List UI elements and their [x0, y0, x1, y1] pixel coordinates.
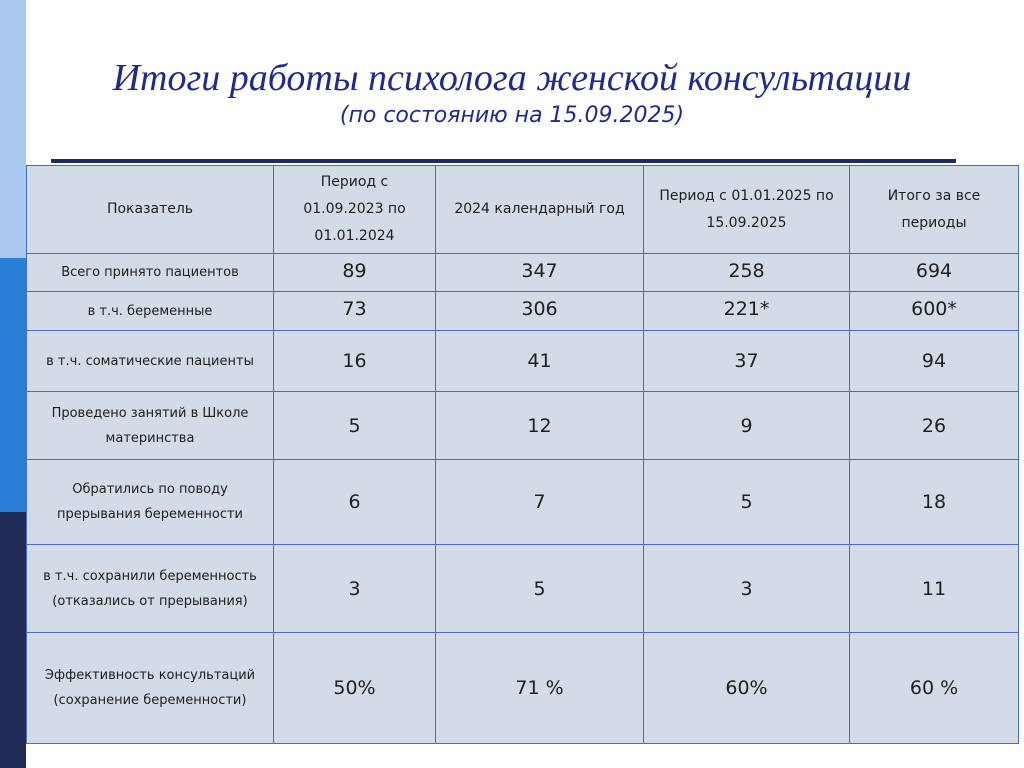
- table-row: [27, 392, 1019, 460]
- row-label: Проведено занятий в Школе материнства: [27, 392, 274, 460]
- column-header-total: Итого за все периоды: [850, 166, 1019, 254]
- title-divider: [51, 159, 956, 163]
- row-label: в т.ч. сохранили беременность (отказались от прерывания): [27, 545, 274, 633]
- table-cell: 12: [436, 392, 644, 460]
- table-cell: 5: [274, 392, 436, 460]
- table-cell: 60 %: [850, 633, 1019, 744]
- slide-subtitle: (по состоянию на 15.09.2025): [339, 103, 685, 128]
- table-cell: 694: [850, 254, 1019, 292]
- table-cell: 306: [436, 292, 644, 331]
- table-cell: 347: [436, 254, 644, 292]
- table-cell: 89: [274, 254, 436, 292]
- table-cell: 9: [644, 392, 850, 460]
- slide-title: Итоги работы психолога женской консультации: [112, 57, 912, 99]
- table-cell: 16: [274, 331, 436, 392]
- column-header-period-2023: Период с 01.09.2023 по 01.01.2024: [274, 166, 436, 254]
- results-table: [26, 165, 1019, 744]
- row-label: Обратились по поводу прерывания беременности: [27, 460, 274, 545]
- table-cell: 26: [850, 392, 1019, 460]
- table-cell: 7: [436, 460, 644, 545]
- table-cell: 3: [644, 545, 850, 633]
- table-cell: 600*: [850, 292, 1019, 331]
- table-cell: 71 %: [436, 633, 644, 744]
- table-cell: 258: [644, 254, 850, 292]
- table-cell: 3: [274, 545, 436, 633]
- table-cell: 73: [274, 292, 436, 331]
- row-label: Эффективность консультаций (сохранение беременности): [27, 633, 274, 744]
- table-row: [27, 633, 1019, 744]
- table-cell: 11: [850, 545, 1019, 633]
- table-cell: 18: [850, 460, 1019, 545]
- table-cell: 60%: [644, 633, 850, 744]
- table-row: [27, 254, 1019, 292]
- table-row: [27, 545, 1019, 633]
- column-header-year-2024: 2024 календарный год: [436, 166, 644, 254]
- decor-band-dark: [0, 512, 26, 768]
- table-header-row: [27, 166, 1019, 254]
- table-cell: 50%: [274, 633, 436, 744]
- table-cell: 5: [436, 545, 644, 633]
- row-label: Всего принято пациентов: [27, 254, 274, 292]
- table-row: [27, 460, 1019, 545]
- column-header-period-2025: Период с 01.01.2025 по 15.09.2025: [644, 166, 850, 254]
- column-header-indicator: Показатель: [27, 166, 274, 254]
- row-label: в т.ч. соматические пациенты: [27, 331, 274, 392]
- decor-band-light: [0, 0, 26, 258]
- row-label: в т.ч. беременные: [27, 292, 274, 331]
- table-cell: 41: [436, 331, 644, 392]
- table-row: [27, 331, 1019, 392]
- table-cell: 221*: [644, 292, 850, 331]
- table-cell: 37: [644, 331, 850, 392]
- table-cell: 94: [850, 331, 1019, 392]
- table-cell: 6: [274, 460, 436, 545]
- decor-band-mid: [0, 258, 26, 512]
- table-row: [27, 292, 1019, 331]
- table-cell: 5: [644, 460, 850, 545]
